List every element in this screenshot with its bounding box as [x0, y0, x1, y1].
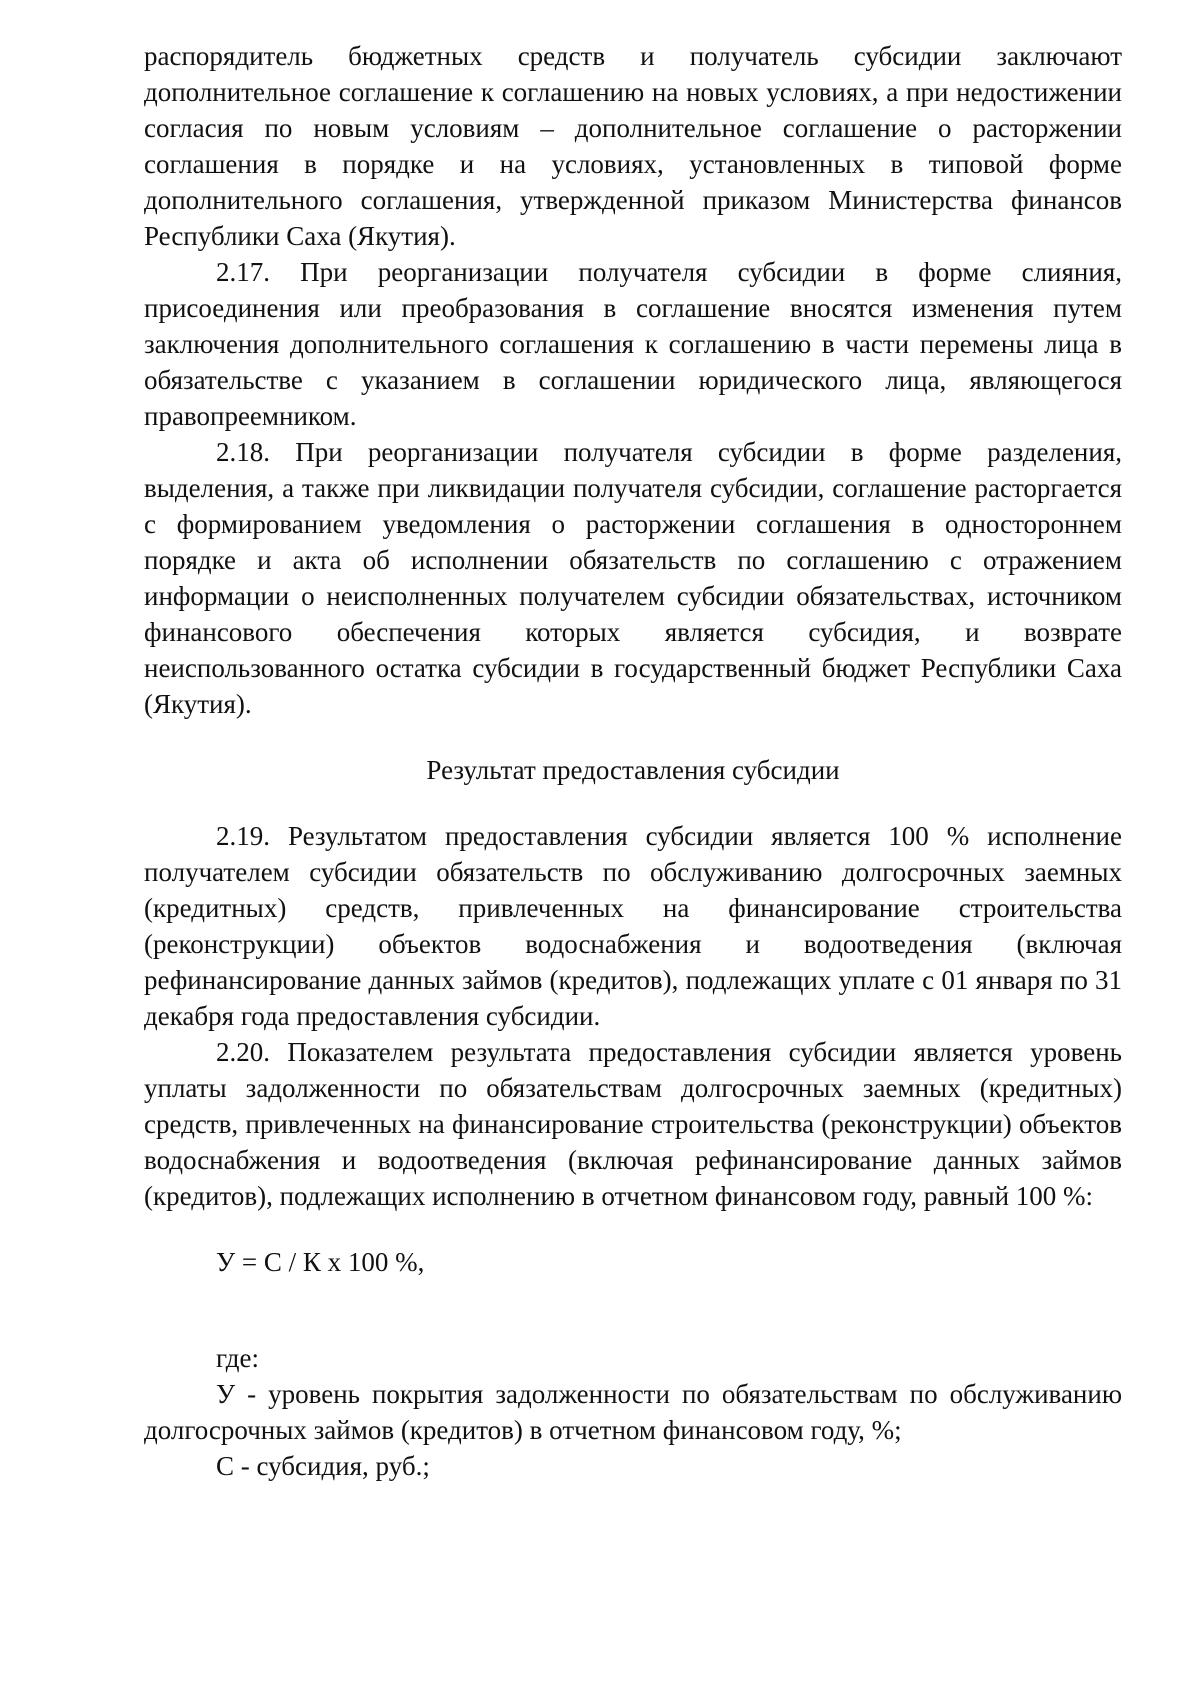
- paragraph-continuation: распорядитель бюджетных средств и получатель субсидии заключают дополнительное соглашение к соглашению на новых условиях, а при недостижении согласия по новым условиям – дополнительное соглашение о расторжении соглашения в порядке и на условиях, установленных в типовой форме дополнительного соглашения, утвержденной приказом Министерства финансов Республики Саха (Якутия).: [144, 41, 1122, 251]
- spacer: [144, 1214, 1122, 1244]
- spacer: [144, 1280, 1122, 1310]
- definition-u: У - уровень покрытия задолженности по обязательствам по обслуживанию долгосрочных займов (кредитов) в отчетном финансовом году, %;: [144, 1379, 1122, 1445]
- paragraph-2-18: 2.18. При реорганизации получателя субсидии в форме разделения, выделения, а также при ликвидации получателя субсидии, соглашение расторгается с формированием уведомления о расторжении соглашения в одностороннем порядке и акта об исполнении обязательств по соглашению с отражением информации о неисполненных получателем субсидии обязательствах, источником финансового обеспечения которых является субсидия, и возврате неиспользованного остатка субсидии в государственный бюджет Республики Саха (Якутия).: [144, 437, 1122, 719]
- section-heading: Результат предоставления субсидии: [426, 755, 840, 785]
- spacer: [144, 722, 1122, 752]
- spacer: [144, 1310, 1122, 1340]
- document-page: [144, 38, 1122, 1484]
- paragraph-2-19: 2.19. Результатом предоставления субсидии является 100 % исполнение получателем субсидии обязательств по обслуживанию долгосрочных заемных (кредитных) средств, привлеченных на финансирование строительства (реконструкции) объектов водоснабжения и водоотведения (включая рефинансирование данных займов (кредитов), подлежащих уплате с 01 января по 31 декабря года предоставления субсидии.: [144, 821, 1122, 1031]
- paragraph-2-17: 2.17. При реорганизации получателя субсидии в форме слияния, присоединения или преобразования в соглашение вносятся изменения путем заключения дополнительного соглашения к соглашению в части перемены лица в обязательстве с указанием в соглашении юридического лица, являющегося правопреемником.: [144, 257, 1122, 431]
- definition-c: С - субсидия, руб.;: [216, 1451, 430, 1481]
- paragraph-2-20: 2.20. Показателем результата предоставления субсидии является уровень уплаты задолженности по обязательствам долгосрочных заемных (кредитных) средств, привлеченных на финансирование строительства (реконструкции) объектов водоснабжения и водоотведения (включая рефинансирование данных займов (кредитов), подлежащих исполнению в отчетном финансовом году, равный 100 %:: [144, 1037, 1122, 1211]
- where-label: где:: [216, 1343, 259, 1373]
- formula: У = С / К х 100 %,: [216, 1247, 425, 1277]
- spacer: [144, 788, 1122, 818]
